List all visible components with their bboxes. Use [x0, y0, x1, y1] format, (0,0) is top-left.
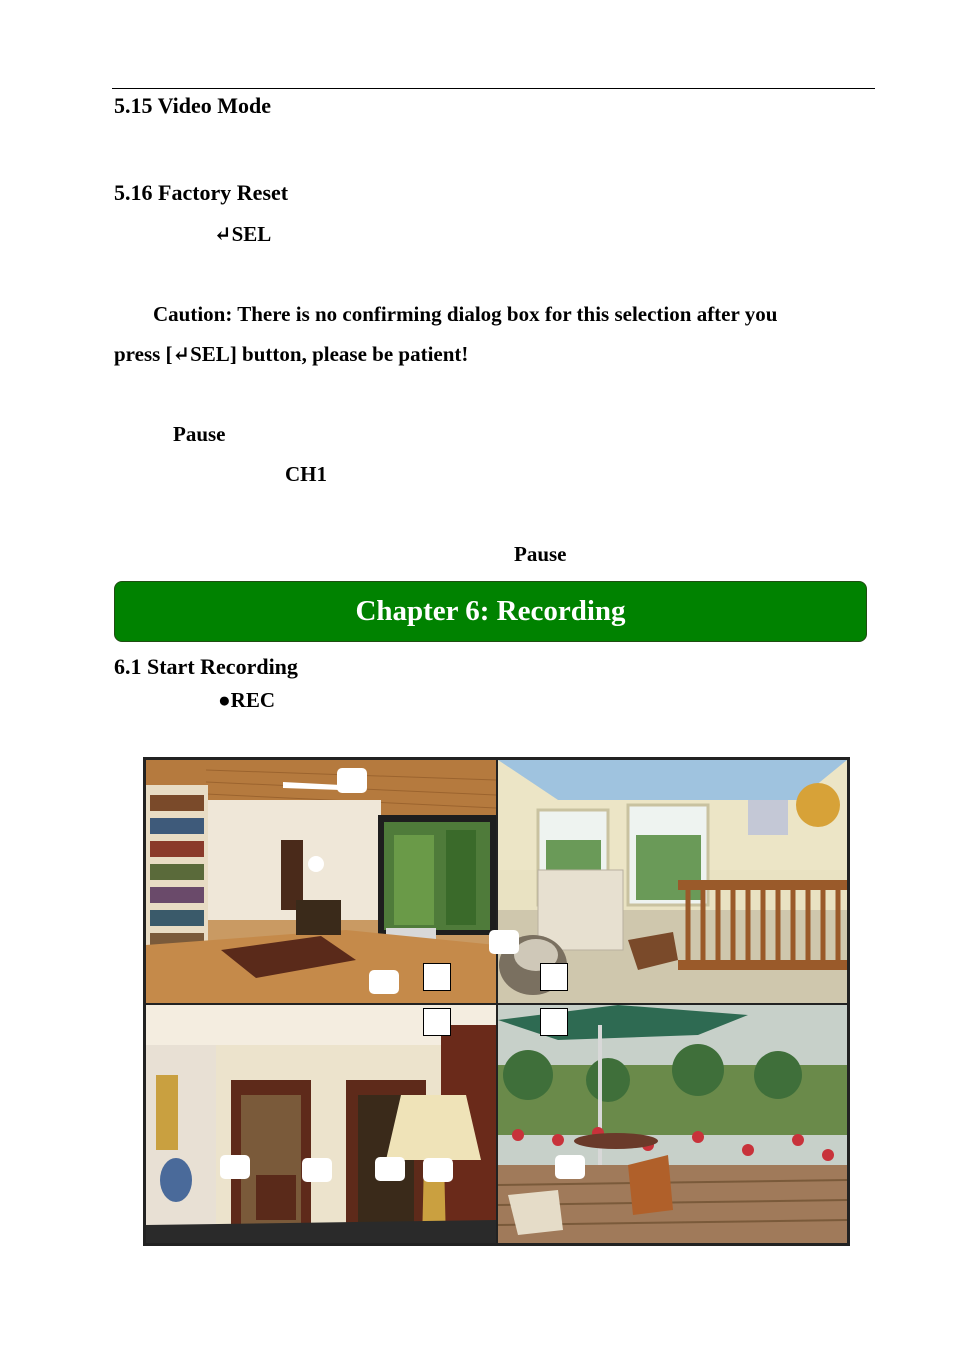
header-rule [112, 88, 875, 89]
pause-label: Pause [173, 422, 226, 446]
callout-square [540, 1008, 568, 1036]
callout-marker [369, 970, 399, 994]
callout-marker [220, 1155, 250, 1179]
callout-marker [375, 1157, 405, 1181]
ch1-label: CH1 [285, 462, 327, 486]
chapter-banner [114, 581, 867, 642]
camera-view-3 [146, 1005, 496, 1243]
section-heading-factory-reset: 5.16 Factory Reset [114, 180, 289, 205]
callout-marker [423, 1158, 453, 1182]
caution-line-2: press [↵SEL] button, please be patient! [114, 342, 469, 366]
section-heading-start-recording: 6.1 Start Recording [114, 654, 298, 679]
callout-marker [302, 1158, 332, 1182]
chapter-title: Chapter 6: Recording [355, 595, 626, 627]
caution-line-1: Caution: There is no confirming dialog box for this selection after you [153, 302, 778, 326]
callout-marker [337, 768, 367, 793]
camera-view-4 [498, 1005, 847, 1243]
callout-marker [489, 930, 519, 954]
rec-button-label: ●REC [218, 688, 276, 712]
section-heading-video-mode: 5.15 Video Mode [114, 93, 272, 118]
camera-quad-view [143, 757, 850, 1246]
sel-button-label: ↵SEL [214, 222, 272, 246]
callout-square [423, 963, 451, 991]
callout-marker [555, 1155, 585, 1179]
pause-label-2: Pause [514, 542, 567, 566]
callout-square [540, 963, 568, 991]
callout-square [423, 1008, 451, 1036]
